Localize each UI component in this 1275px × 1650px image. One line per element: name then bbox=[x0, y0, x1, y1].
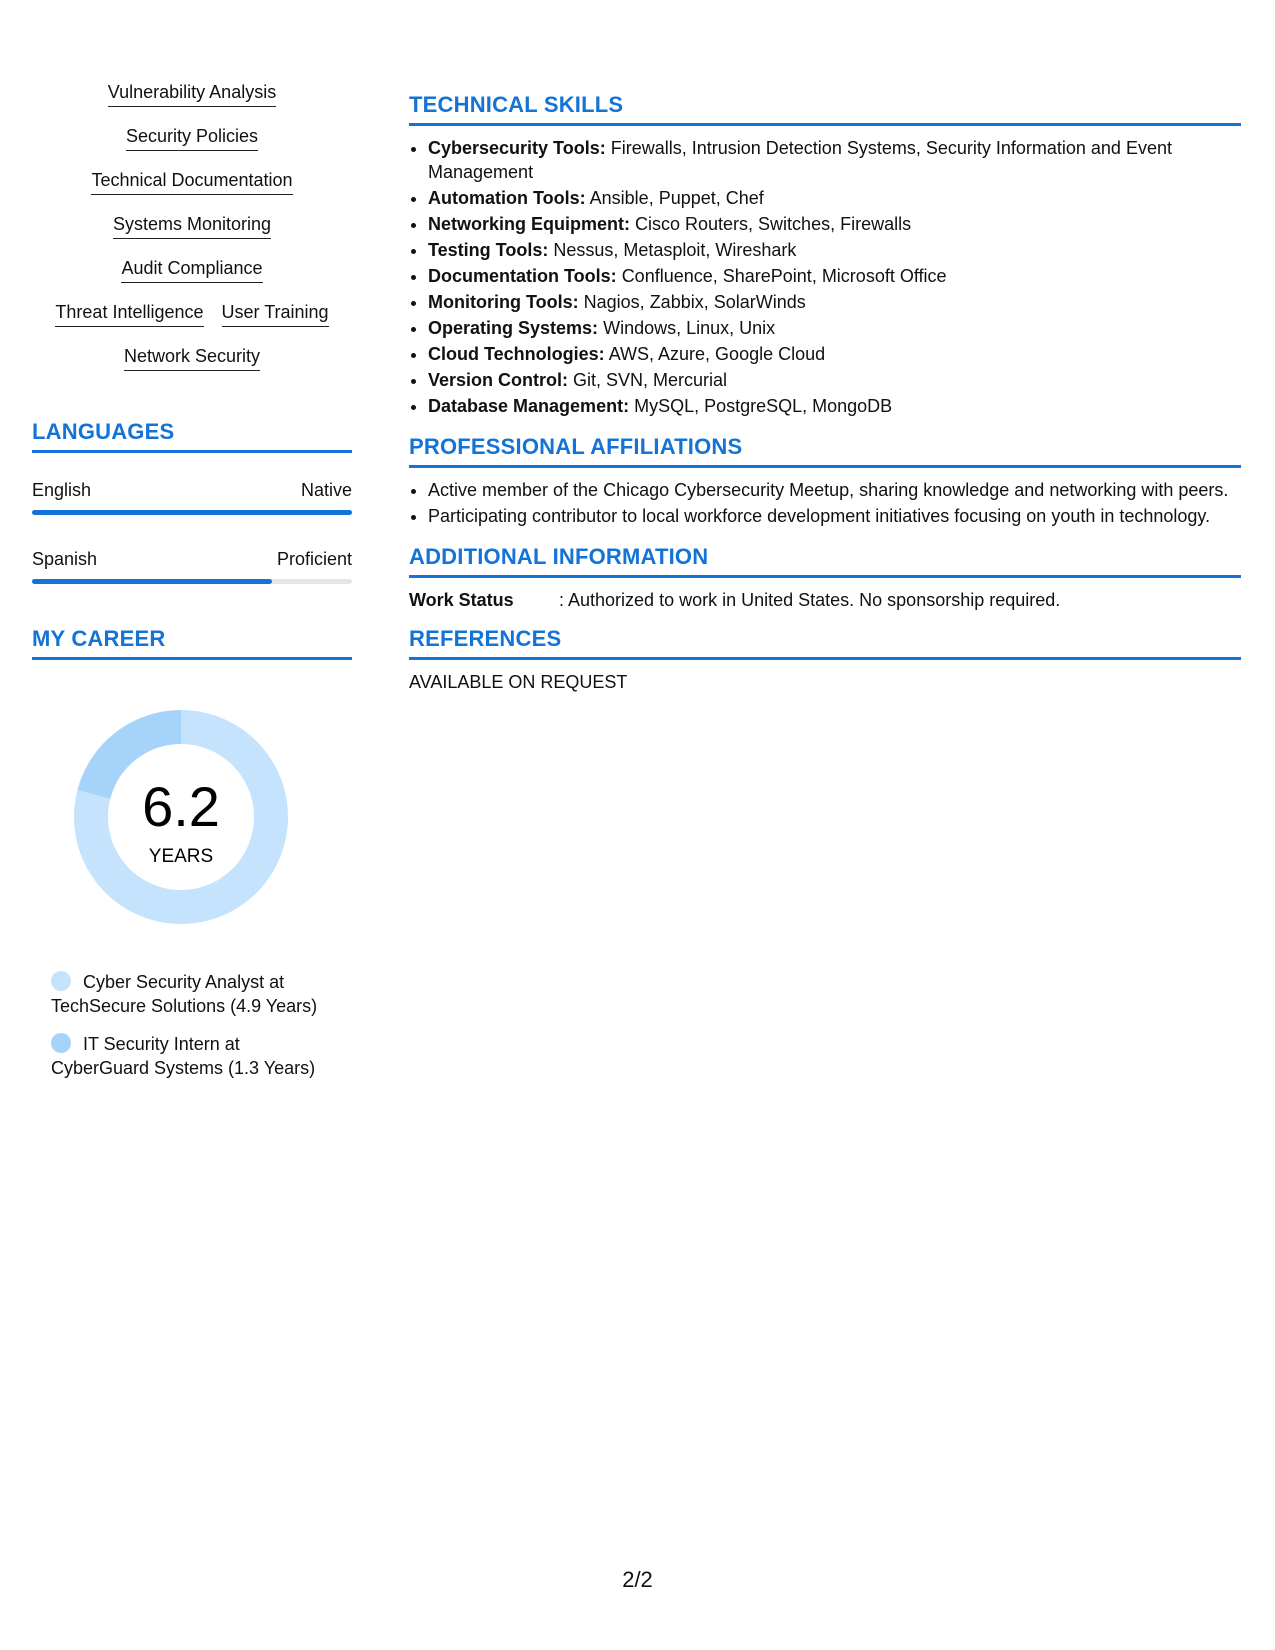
legend-dot-icon bbox=[51, 1033, 71, 1053]
affiliations-title: PROFESSIONAL AFFILIATIONS bbox=[409, 434, 1241, 468]
technical-skill-value: Cisco Routers, Switches, Firewalls bbox=[635, 214, 912, 234]
languages-list bbox=[32, 479, 352, 584]
language-row bbox=[32, 548, 352, 570]
technical-skills-list bbox=[409, 136, 1241, 418]
language-bar-fill bbox=[32, 579, 272, 584]
skill-tag: Security Policies bbox=[126, 124, 258, 151]
skills-list bbox=[32, 80, 352, 371]
language-level: Proficient bbox=[276, 549, 352, 569]
technical-skill-item bbox=[428, 212, 1241, 236]
language-bar bbox=[32, 579, 352, 584]
technical-skill-item bbox=[428, 264, 1241, 288]
skill-tag: Network Security bbox=[124, 344, 260, 371]
technical-skill-label: Testing Tools: bbox=[428, 240, 549, 260]
skill-row bbox=[32, 124, 352, 151]
skill-row bbox=[32, 80, 352, 107]
technical-skill-label: Cybersecurity Tools: bbox=[428, 138, 606, 158]
technical-skill-value: Nessus, Metasploit, Wireshark bbox=[553, 240, 797, 260]
technical-skill-label: Automation Tools: bbox=[428, 188, 586, 208]
career-legend bbox=[32, 970, 336, 1080]
work-status-value: : Authorized to work in United States. No sponsorship required. bbox=[559, 590, 1061, 610]
career-title: MY CAREER bbox=[32, 626, 352, 660]
career-years-unit: YEARS bbox=[148, 846, 214, 867]
technical-skill-label: Monitoring Tools: bbox=[428, 292, 579, 312]
skill-tag: Systems Monitoring bbox=[113, 212, 271, 239]
technical-skill-item bbox=[428, 368, 1241, 392]
technical-skill-value: Nagios, Zabbix, SolarWinds bbox=[583, 292, 806, 312]
references-text: AVAILABLE ON REQUEST bbox=[409, 672, 628, 692]
language-level: Native bbox=[300, 480, 352, 500]
languages-title: LANGUAGES bbox=[32, 419, 352, 453]
technical-skill-item bbox=[428, 238, 1241, 262]
skill-tag: Vulnerability Analysis bbox=[108, 80, 276, 107]
career-legend-label: Cyber Security Analyst at TechSecure Solutions (4.9 Years) bbox=[51, 972, 318, 1016]
skill-row bbox=[32, 212, 352, 239]
technical-skill-value: AWS, Azure, Google Cloud bbox=[608, 344, 826, 364]
references-title: REFERENCES bbox=[409, 626, 1241, 660]
technical-skill-item bbox=[428, 316, 1241, 340]
skill-tag: Audit Compliance bbox=[121, 256, 262, 283]
technical-skill-label: Version Control: bbox=[428, 370, 569, 390]
career-donut-chart bbox=[66, 702, 296, 932]
language-bar bbox=[32, 510, 352, 515]
affiliation-item: • Participating contributor to local workforce development initiatives focusing on youth in technology. bbox=[428, 504, 1241, 528]
skill-row bbox=[32, 300, 352, 327]
technical-skill-label: Networking Equipment: bbox=[428, 214, 630, 234]
skill-row bbox=[32, 256, 352, 283]
skill-tag: Technical Documentation bbox=[91, 168, 292, 195]
career-legend-item bbox=[51, 970, 336, 1018]
technical-skills-title: TECHNICAL SKILLS bbox=[409, 92, 1241, 126]
technical-skill-item bbox=[428, 394, 1241, 418]
technical-skill-label: Documentation Tools: bbox=[428, 266, 617, 286]
technical-skill-label: Cloud Technologies: bbox=[428, 344, 605, 364]
work-status-label: Work Status bbox=[409, 590, 514, 610]
work-status-row bbox=[409, 588, 1241, 612]
technical-skill-value: Firewalls, Intrusion Detection Systems, Security Information and Event Management bbox=[428, 138, 1172, 182]
legend-dot-icon bbox=[51, 971, 71, 991]
career-legend-label: IT Security Intern at CyberGuard Systems (1.3 Years) bbox=[51, 1034, 316, 1078]
career-section bbox=[32, 626, 352, 1080]
technical-skill-item bbox=[428, 290, 1241, 314]
skill-row bbox=[32, 168, 352, 195]
technical-skill-item bbox=[428, 136, 1241, 184]
skill-tag: User Training bbox=[222, 300, 329, 327]
technical-skill-label: Operating Systems: bbox=[428, 318, 599, 338]
technical-skill-value: Git, SVN, Mercurial bbox=[573, 370, 728, 390]
career-legend-item bbox=[51, 1032, 336, 1080]
language-name: English bbox=[32, 480, 92, 500]
affiliation-item: • Active member of the Chicago Cybersecurity Meetup, sharing knowledge and networking with peers. bbox=[428, 478, 1241, 502]
languages-section bbox=[32, 419, 352, 584]
technical-skill-value: Ansible, Puppet, Chef bbox=[589, 188, 764, 208]
technical-skill-value: MySQL, PostgreSQL, MongoDB bbox=[634, 396, 893, 416]
technical-skill-value: Confluence, SharePoint, Microsoft Office bbox=[621, 266, 947, 286]
career-total-years: 6.2 bbox=[142, 775, 220, 838]
technical-skill-value: Windows, Linux, Unix bbox=[603, 318, 776, 338]
skill-tag: Threat Intelligence bbox=[55, 300, 203, 327]
skill-row bbox=[32, 344, 352, 371]
additional-info-title: ADDITIONAL INFORMATION bbox=[409, 544, 1241, 578]
affiliations-list bbox=[409, 478, 1241, 528]
technical-skill-item bbox=[428, 186, 1241, 210]
left-column bbox=[32, 80, 352, 1094]
language-name: Spanish bbox=[32, 549, 98, 569]
right-column bbox=[409, 92, 1241, 694]
language-row bbox=[32, 479, 352, 501]
language-bar-fill bbox=[32, 510, 352, 515]
technical-skill-label: Database Management: bbox=[428, 396, 630, 416]
technical-skill-item bbox=[428, 342, 1241, 366]
page-number: 2/2 bbox=[622, 1567, 653, 1592]
